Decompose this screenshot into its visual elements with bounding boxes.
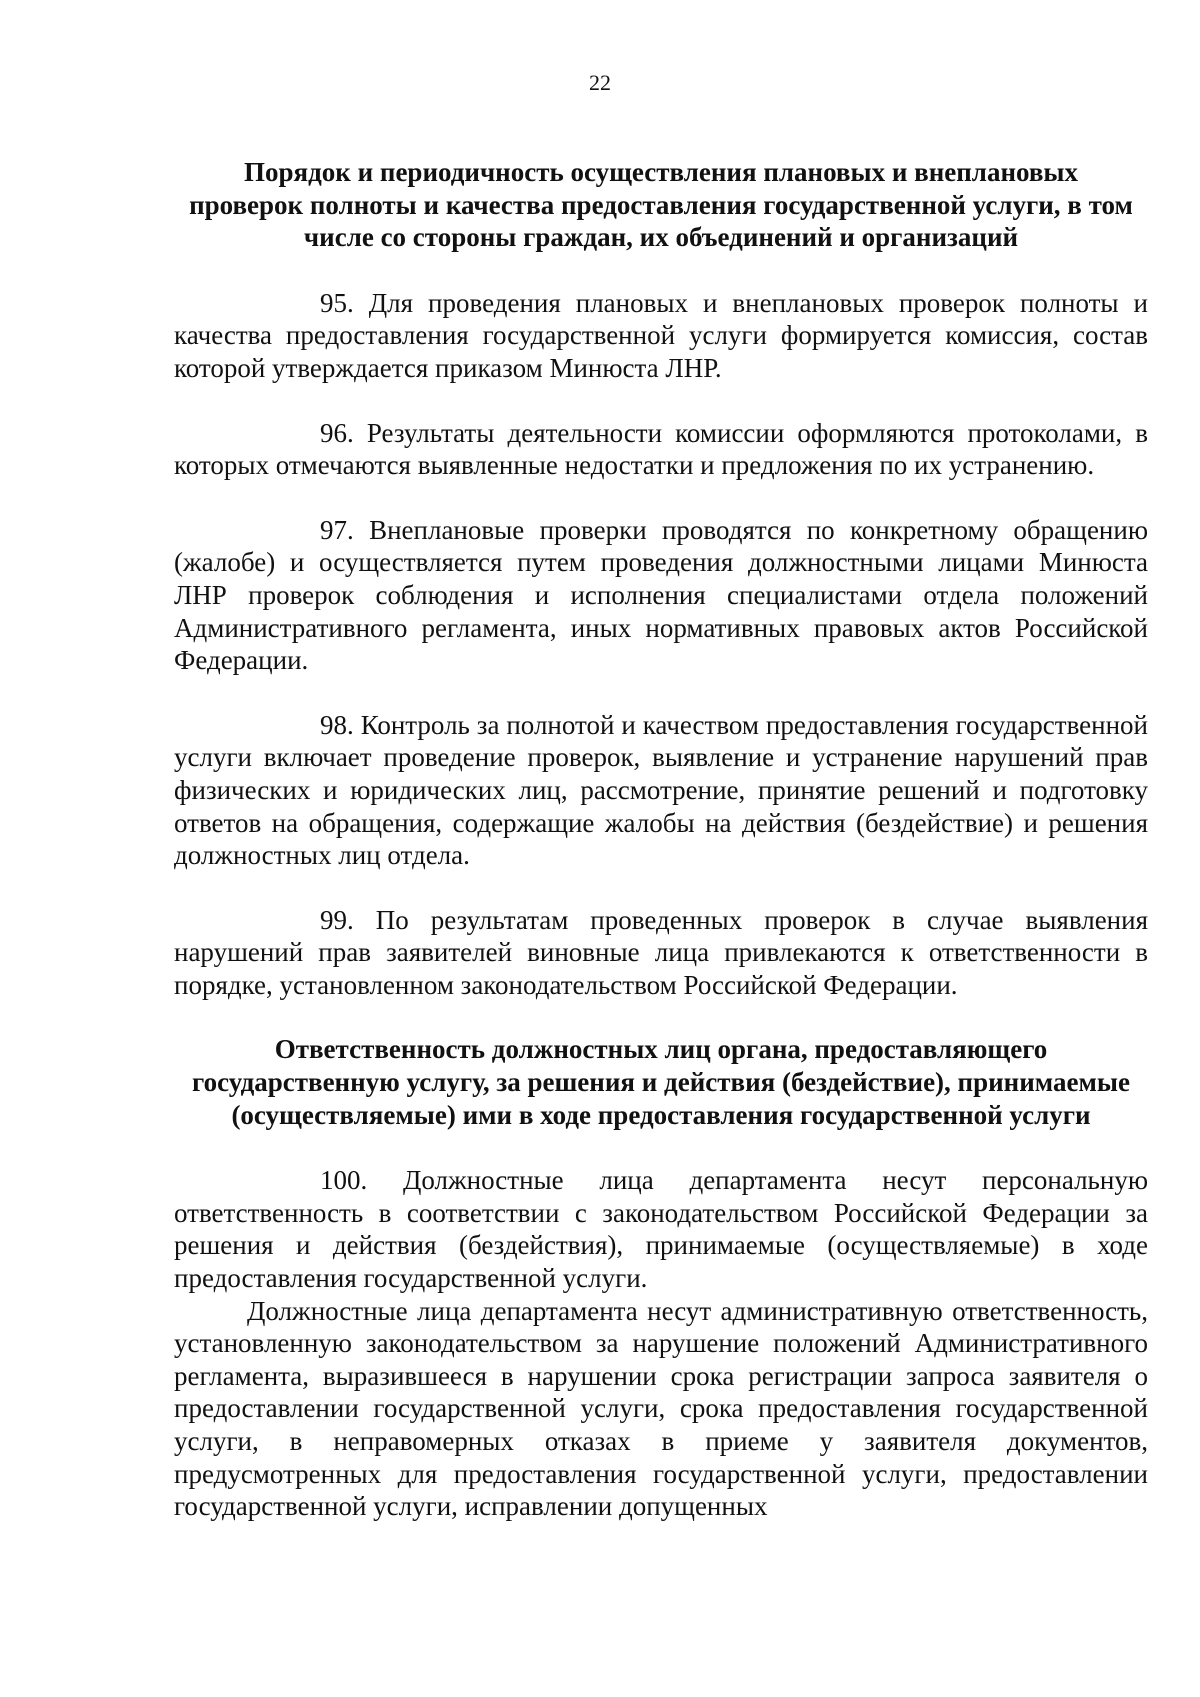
paragraph-number: 98. xyxy=(320,709,354,740)
paragraph-98 xyxy=(174,709,1148,872)
section-heading-inspections: Порядок и периодичность осуществления плановых и внеплановых проверок полноты и качества предоставления государственной услуги, в том числе со стороны граждан, их объединений и организаций xyxy=(189,157,1133,253)
paragraph-95 xyxy=(174,287,1148,385)
page-number: 22 xyxy=(589,70,611,95)
paragraph-number: 97. xyxy=(320,514,354,545)
spacer xyxy=(174,254,1148,287)
spacer xyxy=(174,482,1148,514)
spacer xyxy=(174,677,1148,709)
paragraph-number: 95. xyxy=(320,287,354,318)
spacer xyxy=(174,385,1148,417)
paragraph-100 xyxy=(174,1164,1148,1294)
paragraph-text: Для проведения плановых и внеплановых проверок полноты и качества предоставления государственной услуги формируется комиссия, состав которой утверждается приказом Минюста ЛНР. xyxy=(174,287,1149,383)
paragraph-99 xyxy=(174,904,1148,1002)
paragraph-text: Результаты деятельности комиссии оформляются протоколами, в которых отмечаются выявленные недостатки и предложения по их устранению. xyxy=(174,417,1149,481)
spacer xyxy=(174,872,1148,904)
spacer xyxy=(174,1001,1148,1033)
paragraph-100-continuation: Должностные лица департамента несут административную ответственность, установленную законодательством за нарушение положений Административного регламента, выразившееся в нарушении срока регистрации запроса заявителя о предоставлении государственной услуги, срока предоставления государственной услуги, в неправомерных отказах в приеме у заявителя документов, предусмотренных для предоставления государственной услуги, предоставлении государственной услуги, исправлении допущенных xyxy=(174,1295,1148,1522)
paragraph-number: 96. xyxy=(320,417,354,448)
paragraph-text: Должностные лица департамента несут персональную ответственность в соответствии с законодательством Российской Федерации за решения и действия (бездействия), принимаемые (осуществляемые) в ходе предоставления государственной услуги. xyxy=(174,1165,1148,1294)
paragraph-text: Контроль за полнотой и качеством предоставления государственной услуги включает проведение проверок, выявление и устранение нарушений прав физических и юридических лиц, рассмотрение, принятие решений и подготовку ответов на обращения, содержащие жалобы на действия (бездействие) и решения должностных лиц отдела. xyxy=(174,709,1149,871)
paragraph-97 xyxy=(174,514,1148,677)
paragraph-number: 100. xyxy=(320,1165,368,1196)
document-body xyxy=(174,156,1148,1523)
paragraph-number: 99. xyxy=(320,904,354,935)
paragraph-96 xyxy=(174,417,1148,482)
section-heading-responsibility: Ответственность должностных лиц органа, предоставляющего государственную услугу, за решения и действия (бездействие), принимаемые (осуществляемые) ими в ходе предоставления государственной услуги xyxy=(192,1034,1130,1130)
paragraph-text: По результатам проведенных проверок в случае выявления нарушений прав заявителей виновные лица привлекаются к ответственности в порядке, установленном законодательством Российской Федерации. xyxy=(174,904,1148,1000)
paragraph-text: Внеплановые проверки проводятся по конкретному обращению (жалобе) и осуществляется путем проведения должностными лицами Минюста ЛНР проверок соблюдения и исполнения специалистами отдела положений Административного регламента, иных нормативных правовых актов Российской Федерации. xyxy=(174,514,1148,676)
spacer xyxy=(174,1131,1148,1164)
